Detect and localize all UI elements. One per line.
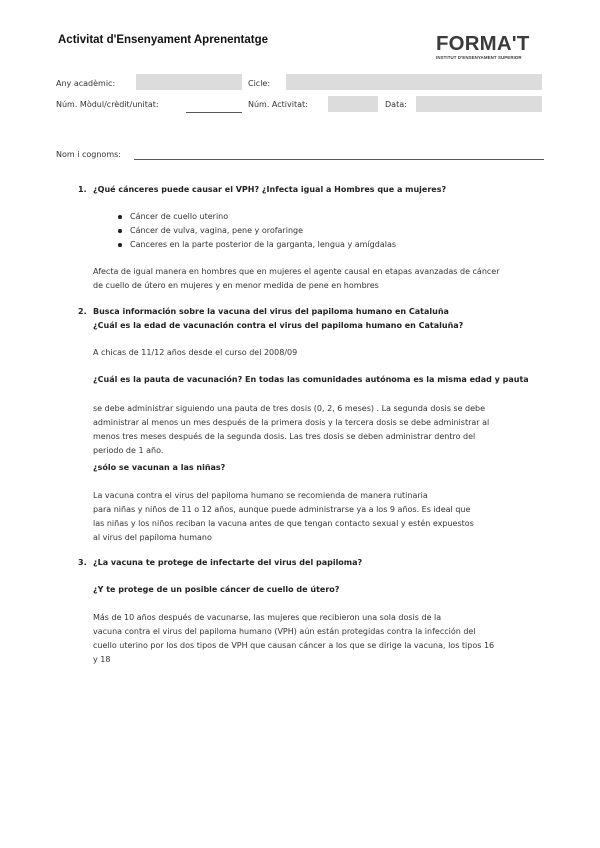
q1-answer-line-2: de cuello de útero en mujeres y en menor medida de pene en hombres — [93, 281, 379, 290]
q3-answer-line-2: vacuna contra el virus del papiloma humano (VPH) aún están protegidas contra la infección del — [93, 627, 476, 636]
activitat-label: Núm. Activitat: — [248, 100, 308, 109]
logo-tagline: INSTITUT D'ENSENYAMENT SUPERIOR — [436, 55, 522, 60]
activitat-field[interactable] — [328, 96, 378, 112]
q2-answer-3-line-4: al virus del papiloma humano — [93, 533, 212, 542]
brand-logo — [436, 34, 542, 60]
q1-question: ¿Qué cánceres puede causar el VPH? ¿Infecta igual a Hombres que a mujeres? — [93, 185, 447, 194]
q2-answer-3-line-2: para niñas y niños de 11 o 12 años, aunque puede administrarse ya a los 9 años. Es ideal que — [93, 505, 471, 514]
q1-answer-line-1: Afecta de igual manera en hombres que en mujeres el agente causal en etapas avanzadas de cáncer — [93, 267, 500, 276]
q3-number: 3. — [78, 558, 87, 567]
bullet-icon — [118, 215, 122, 219]
q2-answer-2-line-1: se debe administrar siguiendo una pauta de tres dosis (0, 2, 6 meses) . La segunda dosis se debe — [93, 404, 486, 413]
q3-answer-line-4: y 18 — [93, 655, 111, 664]
q2-answer-3-line-3: las niñas y los niños reciban la vacuna antes de que tengan contacto sexual y estén expuestos — [93, 519, 474, 528]
data-label: Data: — [385, 100, 407, 109]
q3-answer-line-1: Más de 10 años después de vacunarse, las mujeres que recibieron una sola dosis de la — [93, 613, 442, 622]
q2-number: 2. — [78, 307, 87, 316]
any-academic-field[interactable] — [136, 74, 242, 90]
nom-field[interactable] — [134, 145, 544, 160]
bullet-icon — [118, 229, 122, 233]
q2-question-line-1: Busca información sobre la vacuna del virus del papiloma humano en Cataluña — [93, 307, 449, 316]
q2-answer-2-line-3: menos tres meses después de la segunda dosis. Las tres dosis se deben administrar dentro del — [93, 432, 476, 441]
q1-number: 1. — [78, 185, 87, 194]
page-title: Activitat d'Ensenyament Aprenentatge — [58, 34, 268, 46]
cicle-label: Cicle: — [248, 79, 271, 88]
q2-subquestion-1: ¿Cuál es la pauta de vacunación? En todas las comunidades autónoma es la misma edad y pauta — [93, 375, 529, 384]
bullet-icon — [118, 243, 122, 247]
q2-answer-2-line-2: administrar al menos un mes después de la primera dosis y la tercera dosis se debe administrar al — [93, 418, 490, 427]
q3-question: ¿La vacuna te protege de infectarte del virus del papiloma? — [93, 558, 363, 567]
q3-subquestion: ¿Y te protege de un posible cáncer de cuello de útero? — [93, 585, 340, 594]
modul-label: Núm. Mòdul/crèdit/unitat: — [56, 100, 159, 109]
q1-bullet-3: Canceres en la parte posterior de la garganta, lengua y amígdalas — [130, 240, 397, 249]
q1-bullet-2: Cáncer de vulva, vagina, pene y orofaringe — [130, 226, 304, 235]
q2-question-line-2: ¿Cuál es la edad de vacunación contra el virus del papiloma humano en Cataluña? — [93, 321, 464, 330]
any-academic-label: Any acadèmic: — [56, 79, 116, 88]
modul-field[interactable] — [186, 98, 242, 113]
q2-answer-3-line-1: La vacuna contra el virus del papiloma humano se recomienda de manera rutinaria — [93, 491, 428, 500]
data-field[interactable] — [416, 96, 542, 112]
q1-bullet-1: Cáncer de cuello uterino — [130, 212, 229, 221]
q2-subquestion-2: ¿sólo se vacunan a las niñas? — [93, 463, 226, 472]
q2-answer-2-line-4: periodo de 1 año. — [93, 446, 164, 455]
q2-answer-1: A chicas de 11/12 años desde el curso del 2008/09 — [93, 348, 298, 357]
nom-label: Nom i cognoms: — [56, 150, 121, 159]
logo-wordmark: FORMA'T — [436, 33, 530, 55]
q3-answer-line-3: cuello uterino por los dos tipos de VPH que causan cáncer a los que se dirige la vacuna, los tipos 16 — [93, 641, 495, 650]
cicle-field[interactable] — [286, 74, 542, 90]
